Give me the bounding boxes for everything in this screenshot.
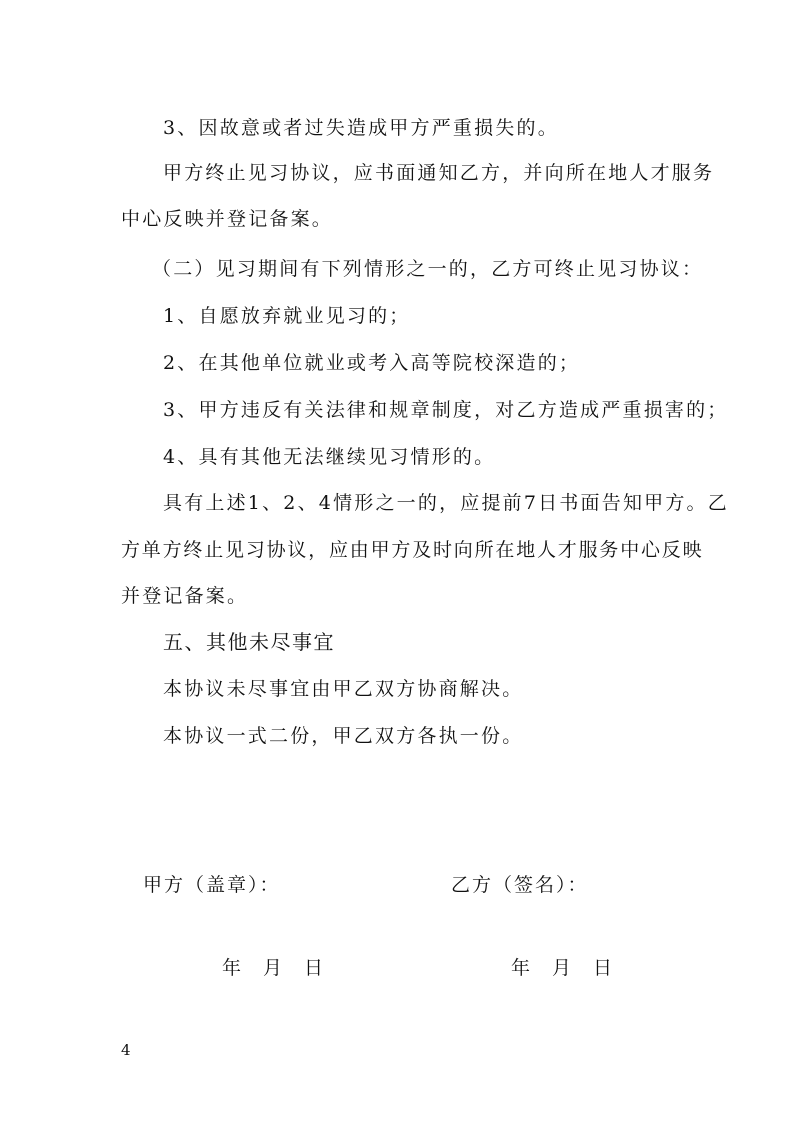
paragraph-line-6: 2、在其他单位就业或考入高等院校深造的； — [163, 352, 581, 374]
closing-paragraph-1: 本协议未尽事宜由甲乙双方协商解决。 — [163, 678, 524, 700]
closing-paragraph-2: 本协议一式二份，甲乙双方各执一份。 — [163, 725, 524, 747]
date-day-label: 日 — [304, 957, 324, 979]
date-month-label: 月 — [552, 957, 572, 979]
paragraph-line-4: （二）见习期间有下列情形之一的，乙方可终止见习协议： — [152, 258, 704, 280]
party-a-date — [222, 956, 345, 980]
date-day-label: 日 — [593, 957, 613, 979]
date-month-label: 月 — [263, 957, 283, 979]
party-a-signature-label: 甲方（盖章）： — [143, 874, 281, 896]
paragraph-line-11: 并登记备案。 — [121, 585, 249, 607]
date-year-label: 年 — [222, 957, 242, 979]
paragraph-line-10: 方单方终止见习协议，应由甲方及时向所在地人才服务中心反映 — [121, 539, 704, 561]
paragraph-line-2: 甲方终止见习协议，应书面通知乙方，并向所在地人才服务 — [163, 162, 715, 184]
page-number: 4 — [121, 1041, 131, 1059]
paragraph-line-3: 中心反映并登记备案。 — [121, 208, 334, 230]
paragraph-line-7: 3、甲方违反有关法律和规章制度，对乙方造成严重损害的； — [163, 399, 729, 421]
party-b-date — [511, 956, 634, 980]
party-b-signature-label: 乙方（签名）： — [451, 874, 589, 896]
paragraph-line-1: 3、因故意或者过失造成甲方严重损失的。 — [163, 117, 559, 139]
date-year-label: 年 — [511, 957, 531, 979]
section-heading: 五、其他未尽事宜 — [163, 630, 335, 654]
paragraph-line-5: 1、自愿放弃就业见习的； — [163, 305, 411, 327]
paragraph-line-9: 具有上述1、2、4情形之一的，应提前7日书面告知甲方。乙 — [163, 492, 729, 514]
paragraph-line-8: 4、具有其他无法继续见习情形的。 — [163, 446, 496, 468]
